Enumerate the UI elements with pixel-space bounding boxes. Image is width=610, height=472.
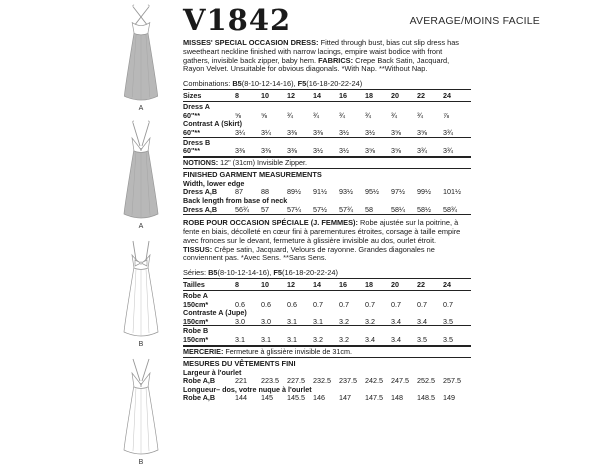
row-label: Largeur à l'ourlet [183,367,242,377]
table-cell: 3.4 [391,316,401,326]
table-cell: 146 [313,393,325,403]
table-cell: 57¼ [287,204,301,214]
row-label: Dress A,B [183,204,218,214]
dress-illustrations-column [100,2,182,472]
figure-dress-a-back-v [100,118,182,230]
column-header: 24 [443,280,451,290]
combination-f5-sizes: (16-18-20-22-24) [306,79,363,89]
table-cell: 3.2 [313,335,323,345]
table-cell: 3⅝ [417,127,427,137]
mercerie-text: Fermeture à glissière invisible de 31cm. [225,346,352,356]
table-cell: ⅞ [443,110,449,120]
table-cell: 3¼ [261,127,271,137]
figure-dress-b-front [100,236,182,348]
pattern-info-column [183,3,543,403]
combinations-line [183,79,543,88]
table-cell: 0.7 [365,299,375,309]
column-header: 18 [365,91,373,101]
row-label: Width, lower edge [183,178,245,188]
row-label: 60"** [183,146,200,156]
table-cell: 3½ [365,127,375,137]
table-cell: 3⅝ [391,146,401,156]
table-cell: 3⅝ [365,146,375,156]
table-cell: 149 [443,393,455,403]
row-label: 150cm* [183,316,209,326]
column-header: 14 [313,280,321,290]
column-header: 20 [391,91,399,101]
row-label: Robe A,B [183,376,216,386]
table-cell: 58½ [417,204,431,214]
column-header: 16 [339,280,347,290]
table-cell: 145 [261,393,273,403]
table-row [183,368,471,377]
column-header: 24 [443,91,451,101]
table-cell: 101½ [443,187,461,197]
table-cell: 3.1 [287,316,297,326]
table-cell: 232.5 [313,376,331,386]
column-header: 12 [287,280,295,290]
table-row [183,335,471,344]
row-label: Robe A,B [183,393,216,403]
table-cell: 221 [235,376,247,386]
table-cell: 87 [235,187,243,197]
table-cell: 88 [261,187,269,197]
table-cell: 3½ [339,146,349,156]
figure-label: A [138,223,144,230]
table-cell: 58 [365,204,373,214]
table-cell: 3.1 [261,335,271,345]
table-cell: 3⅜ [235,146,245,156]
description-lead: MISSES' SPECIAL OCCASION DRESS: [183,38,319,47]
series-b5: B5 [208,268,218,278]
figure-label: A [138,105,144,112]
table-cell: 3.4 [365,335,375,345]
row-label: 60"** [183,127,200,137]
table-cell: 3⅜ [287,127,297,137]
table-row [183,376,471,385]
table-cell: 148 [391,393,403,403]
pattern-number: V1842 [183,3,292,37]
table-row [183,102,471,111]
fabrics-text: Crepe Back Satin, Jacquard, Rayon Velvet. Unsuitable for obvious diagonals. *With Nap. **Without Nap. [183,55,450,74]
figure-dress-a-back [100,2,182,112]
column-header: 22 [417,280,425,290]
notions-text: 12" (31cm) Invisible Zipper. [220,157,307,167]
table-row [183,196,471,205]
mesures-heading: MESURES DU VÊTEMENTS FINI [183,358,296,368]
table-cell: 58¾ [443,204,457,214]
table-row [183,393,471,402]
table-cell: ¾ [339,110,345,120]
table-cell: 0.6 [287,299,297,309]
table-row [183,137,471,147]
table-cell: 93½ [339,187,353,197]
dress-b-front-bow-illustration [106,236,176,340]
table-cell: 56¾ [235,204,249,214]
table-cell: 252.5 [417,376,435,386]
masthead [183,3,543,37]
table-cell: 3¾ [417,146,427,156]
table-cell: 3.2 [365,316,375,326]
table-row [183,300,471,309]
table-cell: 148.5 [417,393,435,403]
row-label: 150cm* [183,299,209,309]
table-row [183,146,471,155]
description-fr-lead: ROBE POUR OCCASION SPÉCIALE (J. FEMMES): [183,218,358,228]
table-cell: ¾ [287,110,293,120]
description-french [183,219,465,263]
table-cell: 3.0 [235,316,245,326]
table-cell: 147.5 [365,393,383,403]
column-header: 20 [391,280,399,290]
row-label: Contraste A (Jupe) [183,308,247,318]
combinations-label: Combinations: [183,79,231,89]
table-cell: 3.5 [443,335,453,345]
column-header: Tailles [183,280,205,290]
mercerie-label: MERCERIE: [183,346,224,356]
table-cell: 3.1 [313,316,323,326]
table-cell: 3½ [339,127,349,137]
series-label: Séries: [183,268,207,278]
table-cell: 3.2 [339,335,349,345]
table-cell: 0.7 [391,299,401,309]
dress-b-back-v-illustration [106,354,176,458]
table-cell: 145.5 [287,393,305,403]
table-row [183,187,471,196]
table-cell: 237.5 [339,376,357,386]
table-cell: 3¾ [443,146,453,156]
table-cell: 0.7 [443,299,453,309]
table-cell: 57 [261,204,269,214]
table-cell: 0.6 [235,299,245,309]
table-cell: 57¾ [339,204,353,214]
table-row [183,111,471,120]
figure-label: B [138,459,144,466]
column-header: 14 [313,91,321,101]
metric-yardage-table [183,278,471,346]
table-cell: 89½ [287,187,301,197]
difficulty-rating: AVERAGE/MOINS FACILE [409,15,540,27]
table-cell: 99½ [417,187,431,197]
row-label: Robe A [183,291,208,301]
description-english [183,39,465,74]
table-cell: 144 [235,393,247,403]
table-cell: 58¼ [391,204,405,214]
column-header: 10 [261,91,269,101]
table-cell: ⅝ [235,110,241,120]
table-cell: 3⅜ [313,127,323,137]
series-b5-sizes: (8-10-12-14-16), [217,268,272,278]
column-header: 22 [417,91,425,101]
column-header: 18 [365,280,373,290]
notions-label: NOTIONS: [183,157,219,167]
table-row [183,291,471,300]
table-row [183,119,471,128]
description-body: Fitted through bust, bias cut slip dress has sweetheart neckline finished with narrow lacings, empire waist bodice with front gathers, invisible back zipper, baby hem. [183,38,460,65]
row-label: Dress A,B [183,187,218,197]
table-row [183,308,471,317]
finished-measurements-table [183,179,471,215]
series-f5: F5 [273,268,283,278]
table-row [183,385,471,394]
table-cell: ¾ [417,110,423,120]
table-cell: 0.7 [313,299,323,309]
table-cell: 242.5 [365,376,383,386]
combination-b5-sizes: (8-10-12-14-16), [241,79,296,89]
row-label: Back length from base of neck [183,195,288,205]
table-cell: 3.2 [339,316,349,326]
table-cell: 227.5 [287,376,305,386]
row-label: 150cm* [183,335,209,345]
row-label: Dress A [183,102,210,112]
table-cell: 3.5 [443,316,453,326]
table-cell: 3¾ [443,127,453,137]
table-row [183,128,471,137]
mesures-table [183,368,471,402]
column-header: 10 [261,280,269,290]
table-cell: 3.0 [261,316,271,326]
table-row [183,317,471,326]
column-header: 12 [287,91,295,101]
table-row [183,325,471,335]
table-cell: 257.5 [443,376,461,386]
row-label: Contrast A (Skirt) [183,119,242,129]
imperial-yardage-table [183,89,471,157]
fabrics-label: FABRICS: [318,55,354,65]
mercerie-line [183,346,471,358]
table-cell: 0.7 [417,299,427,309]
table-cell: 3.5 [417,335,427,345]
series-f5-sizes: (16-18-20-22-24) [282,268,338,278]
table-header-row [183,278,471,291]
table-cell: 3⅝ [391,127,401,137]
combination-b5: B5 [232,79,242,89]
column-header: 8 [235,280,239,290]
column-header: 16 [339,91,347,101]
figure-label: B [138,341,144,348]
table-cell: ⅝ [261,110,267,120]
table-cell: 3.4 [417,316,427,326]
tissus-text: Crêpe satin, Jacquard, Velours de rayonne. Grandes diagonales ne conviennent pas. *Avec Sens. **Sans Sens. [183,244,435,263]
description-fr-body: Robe ajustée sur la poitrine, à fente en biais, décolleté en cœur fini à parementures étroites, corsage à taille empire avec fronces sur le devant, fermeture à glissière invisible au dos, ourlet étroit. [183,218,461,245]
figure-dress-b-back [100,354,182,466]
tissus-label: TISSUS: [183,244,213,254]
series-line [183,268,543,277]
table-cell: 97½ [391,187,405,197]
combination-f5: F5 [297,79,307,89]
table-cell: ¾ [391,110,397,120]
notions-line [183,157,471,169]
table-cell: 3½ [313,146,323,156]
table-cell: ¾ [313,110,319,120]
table-row [183,205,471,214]
row-label: 60"** [183,110,200,120]
table-cell: 223.5 [261,376,279,386]
table-header-row [183,89,471,102]
table-cell: 95½ [365,187,379,197]
table-cell: 247.5 [391,376,409,386]
table-cell: 147 [339,393,351,403]
table-row [183,179,471,188]
row-label: Dress B [183,137,211,147]
table-cell: ¾ [365,110,371,120]
table-cell: 57½ [313,204,327,214]
table-cell: 3⅜ [261,146,271,156]
table-cell: 3.4 [391,335,401,345]
table-cell: 3.1 [235,335,245,345]
row-label: Longueur– dos, votre nuque à l'ourlet [183,384,312,394]
column-header: Sizes [183,91,202,101]
row-label: Robe B [183,326,209,336]
table-cell: 3¼ [235,127,245,137]
table-cell: 3⅜ [287,146,297,156]
table-cell: 0.7 [339,299,349,309]
table-cell: 0.6 [261,299,271,309]
dress-a-back-v-illustration [106,118,176,222]
dress-a-back-crossed-straps-illustration [106,2,176,104]
table-cell: 3.1 [287,335,297,345]
finished-measurements-heading: FINISHED GARMENT MEASUREMENTS [183,169,322,179]
column-header: 8 [235,91,239,101]
table-cell: 91½ [313,187,327,197]
